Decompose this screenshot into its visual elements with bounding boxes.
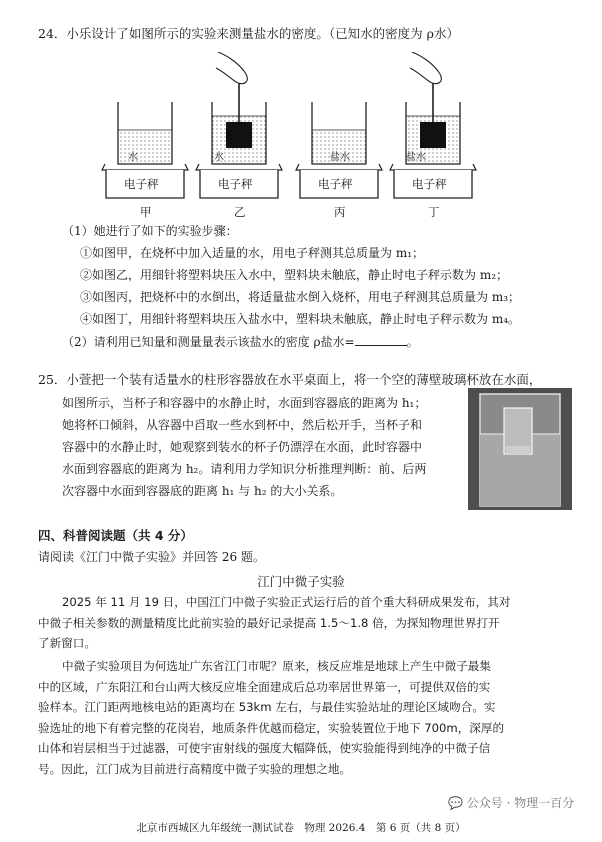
q25-line-5: 水面到容器底的距离为 h₂。请利用力学知识分析推理判断：前、后两 bbox=[62, 462, 427, 476]
q25-line-6: 次容器中水面到容器底的距离 h₁ 与 h₂ 的大小关系。 bbox=[62, 484, 343, 498]
q24-part2-text: （2）请利用已知量和测量量表示该盐水的密度 ρ盐水= bbox=[62, 335, 355, 349]
liquid-label-yi: 水 bbox=[214, 152, 224, 163]
article-paragraph-1 bbox=[38, 592, 566, 654]
watermark-text: 公众号 · 物理一百分 bbox=[466, 796, 575, 810]
article-p2-line-4: 验选址的地下有着完整的花岗岩，地质条件优越而稳定，实验装置位于地下 700m，深厚的 bbox=[38, 720, 505, 735]
q24-part2-end: 。 bbox=[406, 335, 419, 349]
q25-line-4: 容器中的水静止时，她观察到装水的杯子仍漂浮在水面，此时容器中 bbox=[62, 440, 423, 454]
q25-line-1: 25．小萱把一个装有适量水的柱形容器放在水平桌面上，将一个空的薄壁玻璃杯放在水面， bbox=[38, 372, 542, 387]
q24-part1-intro: （1）她进行了如下的实验步骤： bbox=[62, 224, 238, 238]
q24-part2 bbox=[62, 333, 419, 350]
watermark bbox=[448, 794, 574, 811]
caption-yi: 乙 bbox=[234, 205, 246, 219]
answer-blank[interactable] bbox=[355, 335, 407, 346]
article-p1-line-3: 了新窗口。 bbox=[38, 636, 96, 650]
article-p2-line-5: 山体和岩层相当于过滤器，可使宇宙射线的强度大幅降低，使实验能得到纯净的中微子信 bbox=[38, 741, 491, 755]
liquid-label-ding: 盐水 bbox=[406, 152, 426, 163]
glass-container-photo bbox=[468, 388, 572, 510]
caption-ding: 丁 bbox=[428, 205, 440, 219]
article-p2-line-3: 验样本。江门距两地核电站的距离均在 53km 左右，与最佳实验站址的理论区域吻合。实 bbox=[38, 700, 496, 714]
q24-title: 24．小乐设计了如图所示的实验来测量盐水的密度。（已知水的密度为 ρ水） bbox=[38, 26, 459, 41]
q24-step-4: ④如图丁，用细针将塑料块压入盐水中，塑料块未触底，静止时电子秤示数为 m₄。 bbox=[80, 312, 521, 326]
caption-bing: 丙 bbox=[334, 205, 346, 219]
scale-label-bing: 电子秤 bbox=[318, 177, 353, 191]
scale-label-yi: 电子秤 bbox=[218, 177, 253, 191]
q24-step-3: ③如图丙，把烧杯中的水倒出，将适量盐水倒入烧杯，用电子秤测其总质量为 m₃； bbox=[80, 290, 521, 304]
section4-instruction: 请阅读《江门中微子实验》并回答 26 题。 bbox=[38, 550, 265, 564]
article-p2-line-6: 号。因此，江门成为目前进行高精度中微子实验的理想之地。 bbox=[38, 761, 352, 776]
article-title: 江门中微子实验 bbox=[257, 574, 345, 589]
q25-line-3: 她将杯口倾斜，从容器中舀取一些水到杯中，然后松开手，当杯子和 bbox=[62, 418, 423, 432]
q25-line-2: 如图所示，当杯子和容器中的水静止时，水面到容器底的距离为 h₁； bbox=[62, 396, 427, 410]
article-p1-line-2: 中微子相关参数的测量精度比此前实验的最好记录提高 1.5～1.8 倍，为探知物理世界打开 bbox=[38, 615, 500, 630]
page-footer: 北京市西城区九年级统一测试试卷 物理 2026.4 第 6 页（共 8 页） bbox=[136, 822, 466, 834]
q24-step-1: ①如图甲，在烧杯中加入适量的水，用电子秤测其总质量为 m₁； bbox=[80, 246, 425, 260]
section4-heading: 四、科普阅读题（共 4 分） bbox=[38, 528, 193, 543]
caption-jia: 甲 bbox=[140, 205, 152, 219]
liquid-label-jia: 水 bbox=[128, 152, 138, 163]
scale-label-jia: 电子秤 bbox=[124, 177, 159, 191]
article-p1-line-1: 2025 年 11 月 19 日，中国江门中微子实验正式运行后的首个重大科研成果发布，其对 bbox=[62, 595, 511, 609]
liquid-label-bing: 盐水 bbox=[330, 152, 350, 163]
scale-label-ding: 电子秤 bbox=[412, 177, 447, 191]
article-p2-line-1: 中微子实验项目为何选址广东省江门市呢？原来，核反应堆是地球上产生中微子最集 bbox=[62, 659, 491, 673]
article-p2-line-2: 中的区域，广东阳江和台山两大核反应堆全面建成后总功率居世界第一，可提供双倍的实 bbox=[38, 679, 491, 694]
article-paragraph-2 bbox=[38, 656, 566, 779]
wechat-icon: 💬 bbox=[448, 796, 463, 810]
q24-step-2: ②如图乙，用细针将塑料块压入水中，塑料块未触底，静止时电子秤示数为 m₂； bbox=[80, 268, 509, 282]
